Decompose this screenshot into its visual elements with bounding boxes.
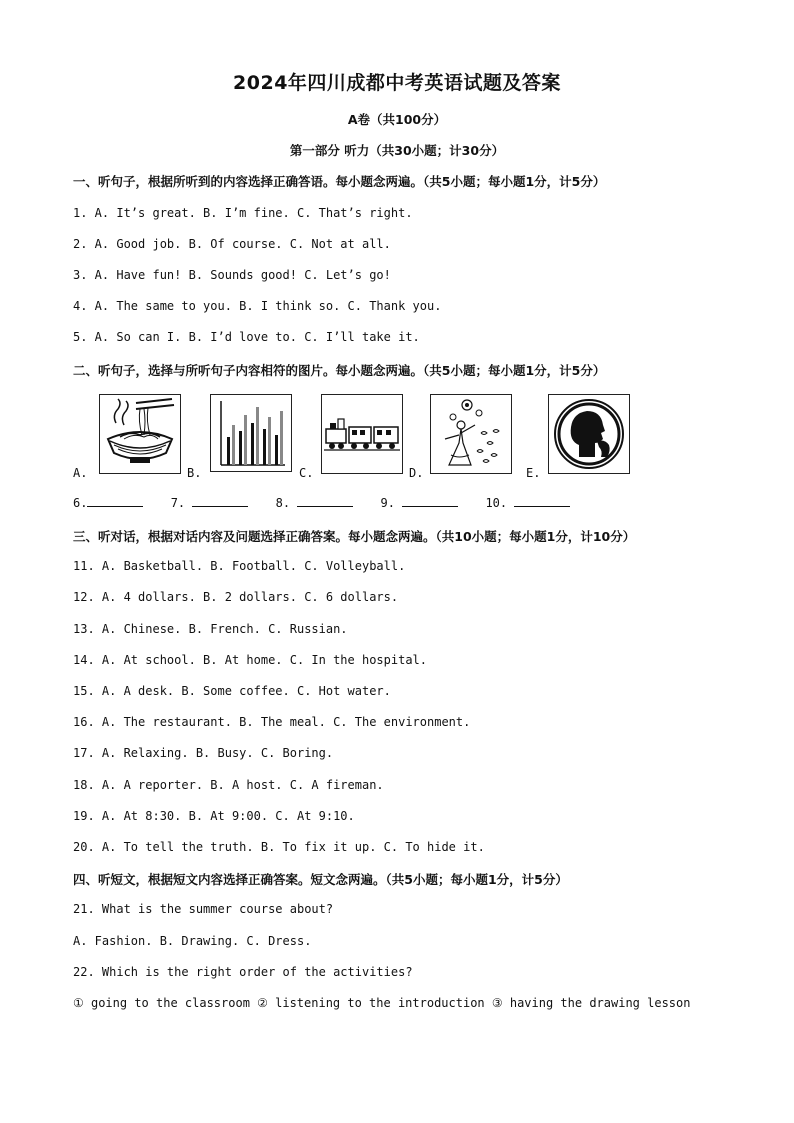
question-15: 15. A. A desk. B. Some coffee. C. Hot water. — [73, 684, 391, 698]
blank-7[interactable]: 7. — [171, 496, 249, 510]
question-17: 17. A. Relaxing. B. Busy. C. Boring. — [73, 746, 334, 760]
question-12: 12. A. 4 dollars. B. 2 dollars. C. 6 dollars. — [73, 590, 399, 604]
page-title: 2024年四川成都中考英语试题及答案 — [233, 72, 561, 94]
question-3: 3. A. Have fun! B. Sounds good! C. Let’s go! — [73, 268, 391, 282]
thinking-head-icon — [548, 394, 630, 474]
answer-blanks — [73, 496, 590, 510]
picture-label-b: B. — [187, 466, 202, 480]
question-14: 14. A. At school. B. At home. C. In the hospital. — [73, 653, 428, 667]
question-11: 11. A. Basketball. B. Football. C. Volleyball. — [73, 559, 406, 573]
section-2-heading: 二、听句子，选择与所听句子内容相符的图片。每小题念两遍。（共5小题；每小题1分，计5分） — [73, 363, 606, 378]
question-22: 22. Which is the right order of the activities? — [73, 965, 413, 979]
question-4: 4. A. The same to you. B. I think so. C. Thank you. — [73, 299, 442, 313]
question-21: 21. What is the summer course about? — [73, 902, 334, 916]
bar-graph-icon — [210, 394, 292, 472]
train-icon — [321, 394, 403, 474]
dancer-icon — [430, 394, 512, 474]
part1-heading: 第一部分 听力（共30小题；计30分） — [289, 143, 505, 158]
noodle-bowl-icon — [99, 394, 181, 474]
blank-6[interactable]: 6. — [73, 496, 143, 510]
blank-9[interactable]: 9. — [381, 496, 459, 510]
question-16: 16. A. The restaurant. B. The meal. C. The environment. — [73, 715, 471, 729]
blank-10[interactable]: 10. — [485, 496, 570, 510]
blank-8[interactable]: 8. — [276, 496, 354, 510]
question-21-options: A. Fashion. B. Drawing. C. Dress. — [73, 934, 312, 948]
section-4-heading: 四、听短文，根据短文内容选择正确答案。短文念两遍。（共5小题；每小题1分，计5分） — [73, 872, 568, 887]
paper-a-heading: A卷（共100分） — [347, 112, 447, 127]
section-1-heading: 一、听句子，根据所听到的内容选择正确答语。每小题念两遍。（共5小题；每小题1分，计5分） — [73, 174, 606, 189]
question-13: 13. A. Chinese. B. French. C. Russian. — [73, 622, 348, 636]
question-2: 2. A. Good job. B. Of course. C. Not at all. — [73, 237, 391, 251]
question-1: 1. A. It’s great. B. I’m fine. C. That’s right. — [73, 206, 413, 220]
picture-label-a: A. — [73, 466, 88, 480]
section-3-heading: 三、听对话，根据对话内容及问题选择正确答案。每小题念两遍。（共10小题；每小题1分，计10分） — [73, 529, 636, 544]
picture-label-d: D. — [409, 466, 424, 480]
question-19: 19. A. At 8:30. B. At 9:00. C. At 9:10. — [73, 809, 355, 823]
picture-label-e: E. — [526, 466, 541, 480]
question-22-items: ① going to the classroom ② listening to the introduction ③ having the drawing lesson — [73, 996, 691, 1010]
question-5: 5. A. So can I. B. I’d love to. C. I’ll take it. — [73, 330, 420, 344]
picture-label-c: C. — [299, 466, 314, 480]
question-18: 18. A. A reporter. B. A host. C. A fireman. — [73, 778, 384, 792]
question-20: 20. A. To tell the truth. B. To fix it up. C. To hide it. — [73, 840, 485, 854]
